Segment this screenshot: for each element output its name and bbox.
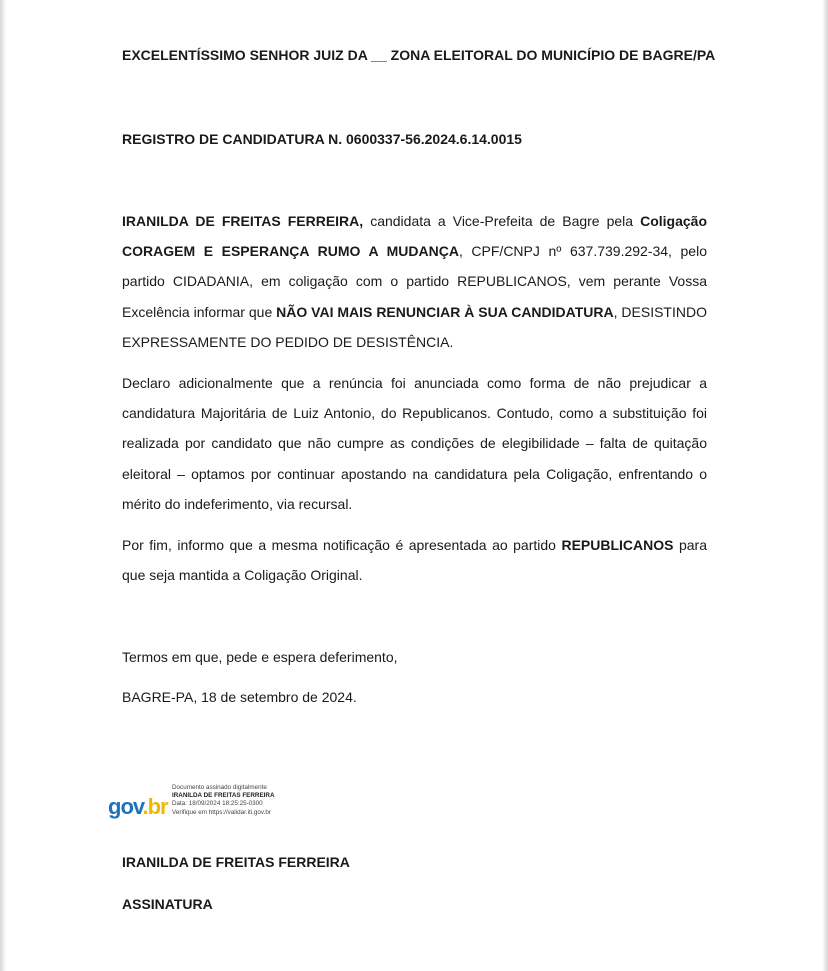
court-heading: EXCELENTÍSSIMO SENHOR JUIZ DA __ ZONA ELEITORAL DO MUNICÍPIO DE BAGRE/PA — [122, 47, 716, 63]
signature-title: Documento assinado digitalmente — [172, 784, 267, 791]
signature-signer: IRANILDA DE FREITAS FERREIRA — [172, 792, 275, 800]
closing-text: Termos em que, pede e espera deferimento, — [122, 649, 398, 665]
signature-date: Data: 18/09/2024 18:25:25-0300 — [172, 800, 263, 808]
paragraph-notification — [122, 530, 707, 590]
page-left-edge — [0, 0, 6, 971]
govbr-logo: gov.br — [108, 794, 168, 819]
paragraph1-text-2: , CPF/CNPJ nº 637.739.292-34, pelo partido CIDADANIA, em coligação com o partido REPUBLICANOS, vem perante Vossa Excelência informar que — [122, 243, 707, 320]
decision-statement: NÃO VAI MAIS RENUNCIAR À SUA CANDIDATURA — [276, 303, 614, 320]
paragraph-declaration — [122, 206, 707, 357]
candidate-name: IRANILDA DE FREITAS FERREIRA, — [122, 213, 364, 229]
place-date: BAGRE-PA, 18 de setembro de 2024. — [122, 689, 357, 705]
signature-verify-url: Verifique em https://validar.iti.gov.br — [172, 808, 271, 816]
digital-signature-stamp — [107, 784, 347, 830]
paragraph-justification: Declaro adicionalmente que a renúncia foi anunciada como forma de não prejudicar a candidatura Majoritária de Luiz Antonio, do Republicanos. Contudo, como a substituição foi realizada por candidato que não cumpre as condições de elegibilidade – falta de quitação eleitoral – optamos por continuar apostando na candidatura pela Coligação, enfrentando o mérito do indeferimento, via recursal. — [122, 375, 707, 512]
paragraph1-text-3: , DESISTINDO EXPRESSAMENTE DO PEDIDO DE DESISTÊNCIA. — [122, 303, 707, 350]
page-right-edge — [822, 0, 828, 971]
paragraph1-text-1: candidata a Vice-Prefeita de Bagre pela — [363, 213, 641, 229]
paragraph3-text-2: para que seja mantida a Coligação Original. — [122, 537, 707, 584]
paragraph3-text-1: Por fim, informo que a mesma notificação é apresentada ao partido — [122, 537, 562, 553]
signer-name: IRANILDA DE FREITAS FERREIRA — [122, 854, 350, 870]
coalition-name: Coligação CORAGEM E ESPERANÇA RUMO A MUDANÇA — [122, 213, 707, 260]
registry-heading: REGISTRO DE CANDIDATURA N. 0600337-56.2024.6.14.0015 — [122, 131, 522, 147]
party-name: REPUBLICANOS — [561, 537, 674, 553]
signature-details — [172, 784, 275, 817]
signature-label: ASSINATURA — [122, 896, 213, 912]
